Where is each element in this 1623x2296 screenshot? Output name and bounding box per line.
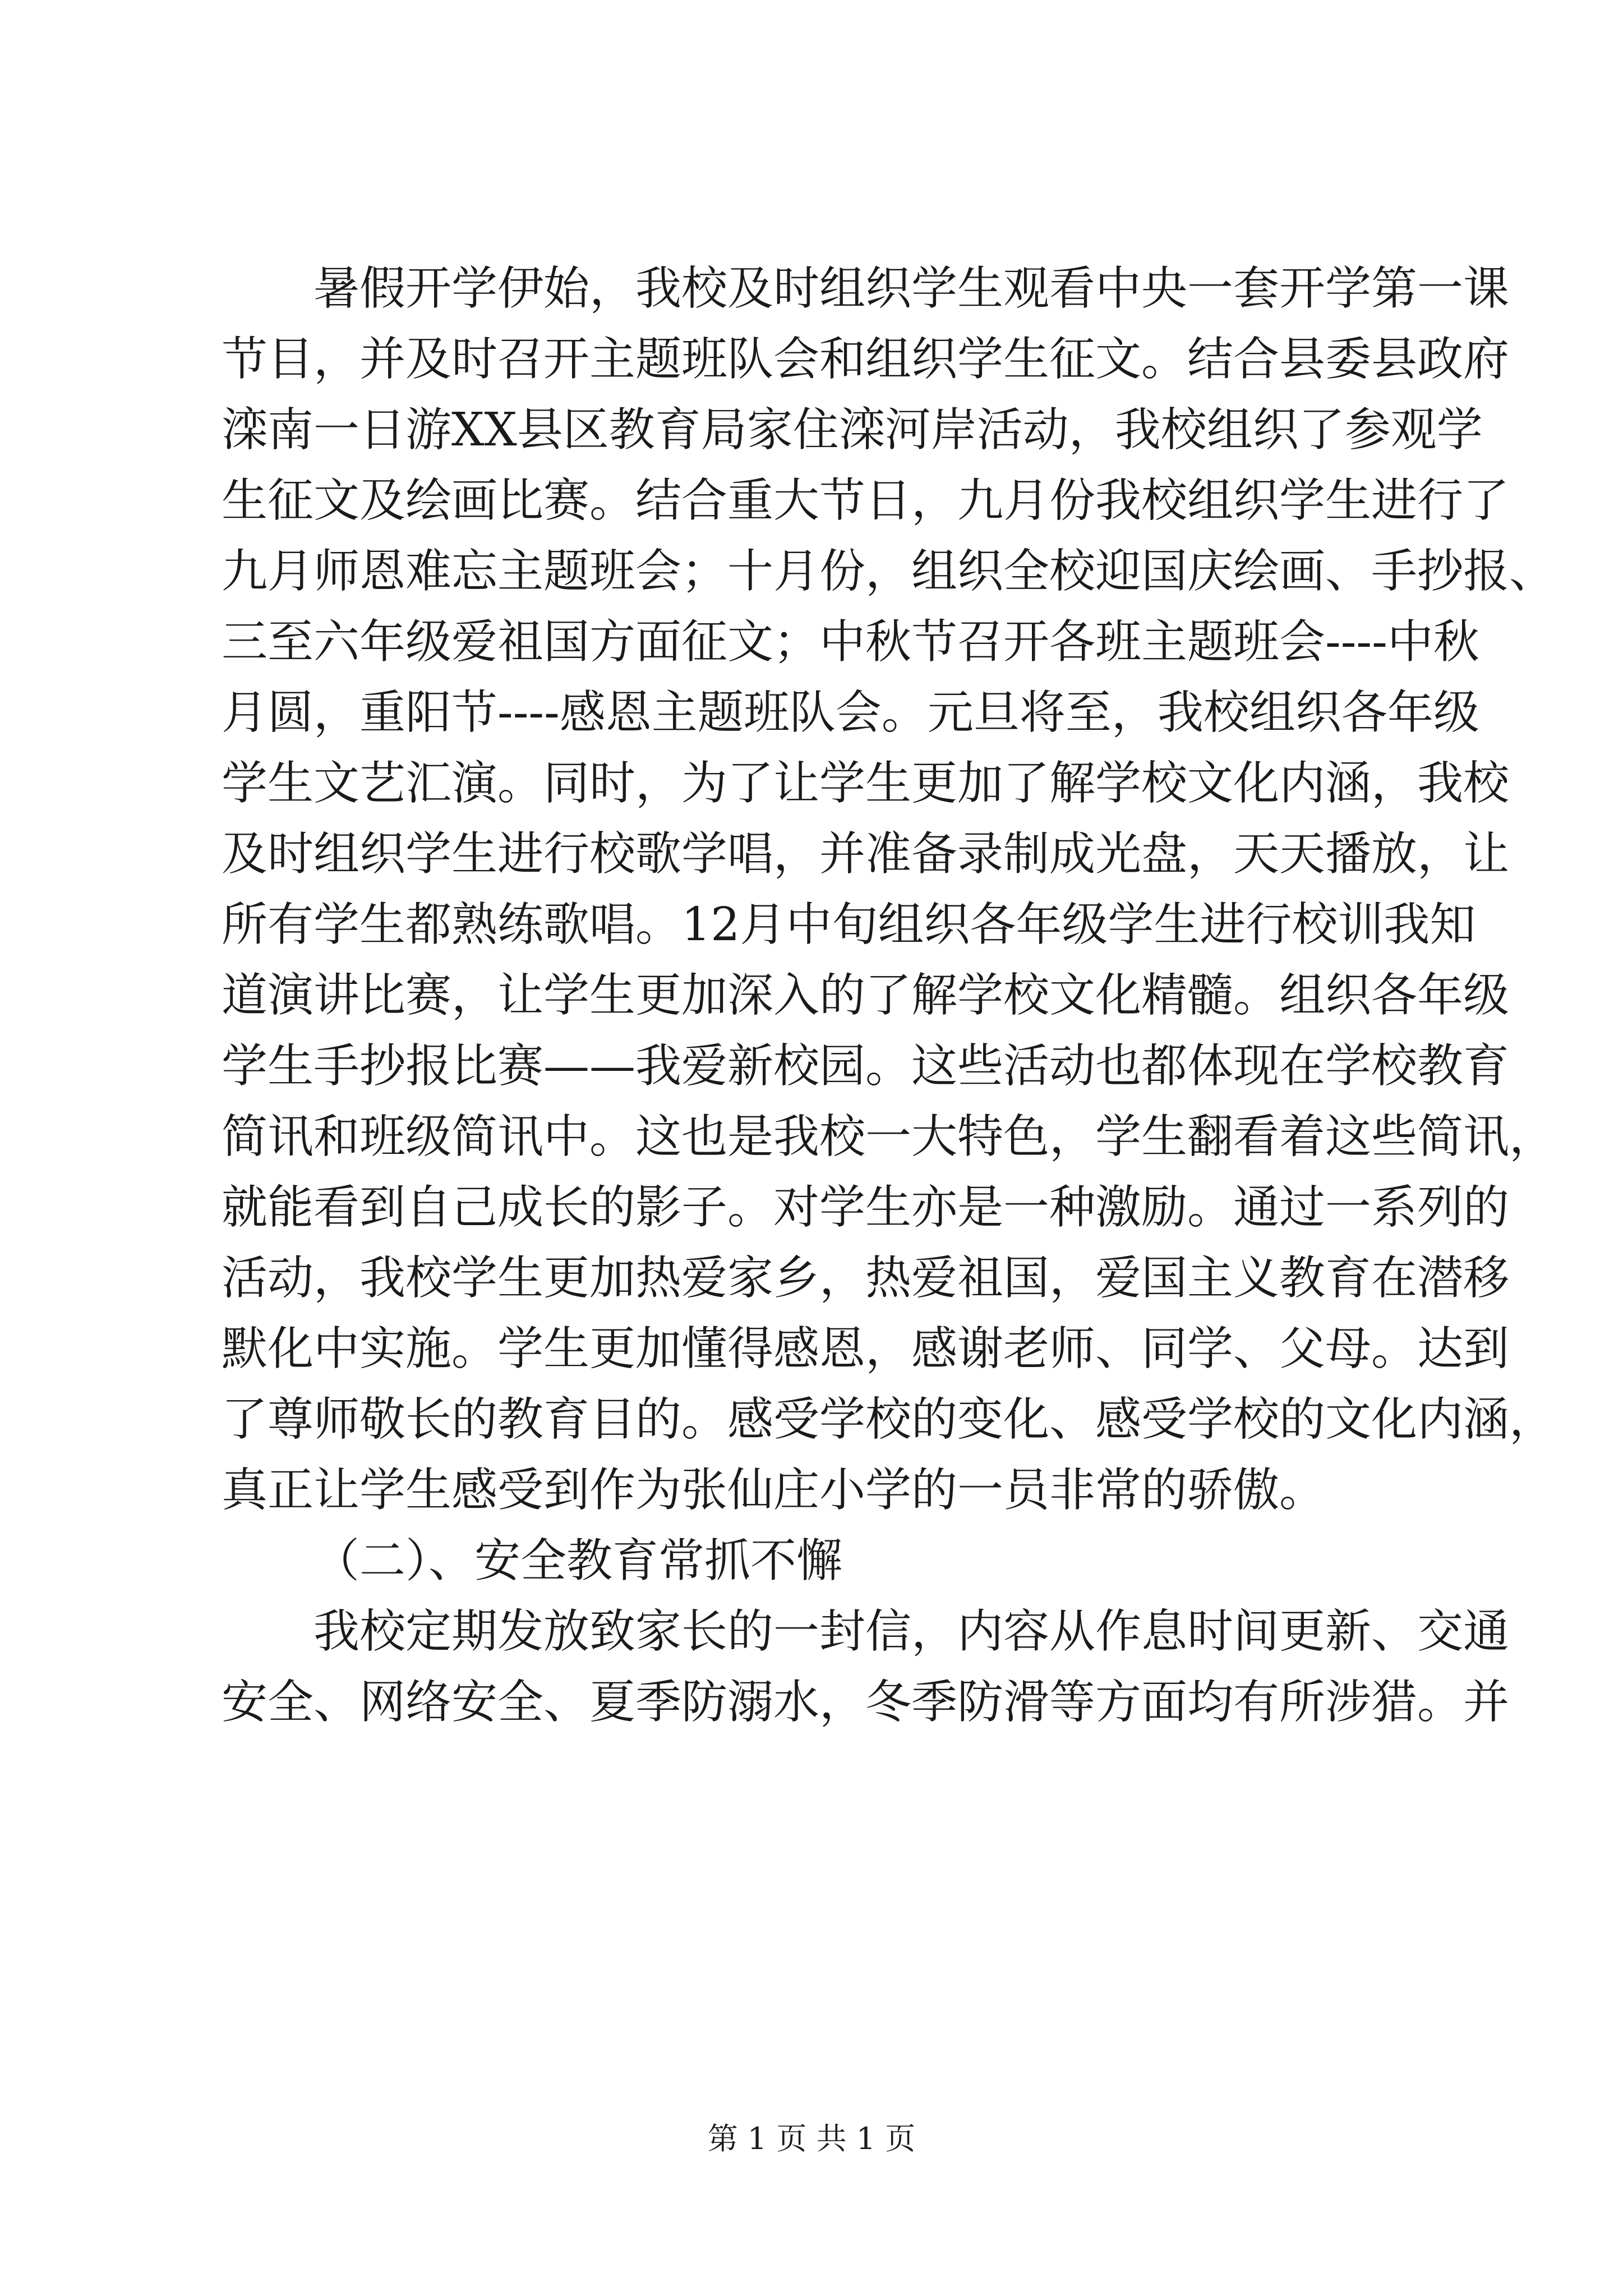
paragraph-1-line: 道演讲比赛，让学生更加深入的了解学校文化精髓。组织各年级	[222, 969, 1510, 1022]
paragraph-1-line: 节目，并及时召开主题班队会和组织学生征文。结合县委县政府	[222, 333, 1510, 386]
paragraph-1-line: 月圆，重阳节----感恩主题班队会。元旦将至，我校组织各年级	[222, 686, 1479, 739]
paragraph-1-line: 生征文及绘画比赛。结合重大节日，九月份我校组织学生进行了	[222, 474, 1510, 527]
paragraph-1-line: 真正让学生感受到作为张仙庄小学的一员非常的骄傲。	[222, 1464, 1326, 1517]
paragraph-1-line: 学生手抄报比赛——我爱新校园。这些活动也都体现在学校教育	[222, 1039, 1510, 1093]
paragraph-1-line: 学生文艺汇演。同时，为了让学生更加了解学校文化内涵，我校	[222, 757, 1510, 810]
document-body	[222, 254, 1556, 1738]
paragraph-1-line: 三至六年级爱祖国方面征文；中秋节召开各班主题班会----中秋	[222, 615, 1479, 669]
paragraph-2-line: 安全、网络安全、夏季防溺水，冬季防滑等方面均有所涉猎。并	[222, 1676, 1510, 1729]
paragraph-1-line: 及时组织学生进行校歌学唱，并准备录制成光盘，天天播放，让	[222, 827, 1510, 881]
section-heading: （二）、安全教育常抓不懈	[313, 1534, 843, 1588]
paragraph-1-line: 暑假开学伊始，我校及时组织学生观看中央一套开学第一课	[313, 262, 1510, 315]
paragraph-1-line: 九月师恩难忘主题班会；十月份，组织全校迎国庆绘画、手抄报、	[222, 545, 1556, 598]
paragraph-1-line: 滦南一日游XX县区教育局家住滦河岸活动，我校组织了参观学	[222, 403, 1483, 457]
paragraph-1-line: 了尊师敬长的教育目的。感受学校的变化、感受学校的文化内涵，	[222, 1393, 1556, 1446]
paragraph-1-line: 默化中实施。学生更加懂得感恩，感谢老师、同学、父母。达到	[222, 1322, 1510, 1375]
paragraph-1-line: 活动，我校学生更加热爱家乡，热爱祖国，爱国主义教育在潜移	[222, 1251, 1510, 1305]
page-number-footer: 第 1 页 共 1 页	[707, 2121, 916, 2156]
paragraph-1-line: 简讯和班级简讯中。这也是我校一大特色，学生翻看着这些简讯，	[222, 1110, 1556, 1163]
paragraph-2-line: 我校定期发放致家长的一封信，内容从作息时间更新、交通	[313, 1605, 1510, 1658]
paragraph-1-line: 所有学生都熟练歌唱。12月中旬组织各年级学生进行校训我知	[222, 898, 1476, 951]
paragraph-1-line: 就能看到自己成长的影子。对学生亦是一种激励。通过一系列的	[222, 1181, 1510, 1234]
